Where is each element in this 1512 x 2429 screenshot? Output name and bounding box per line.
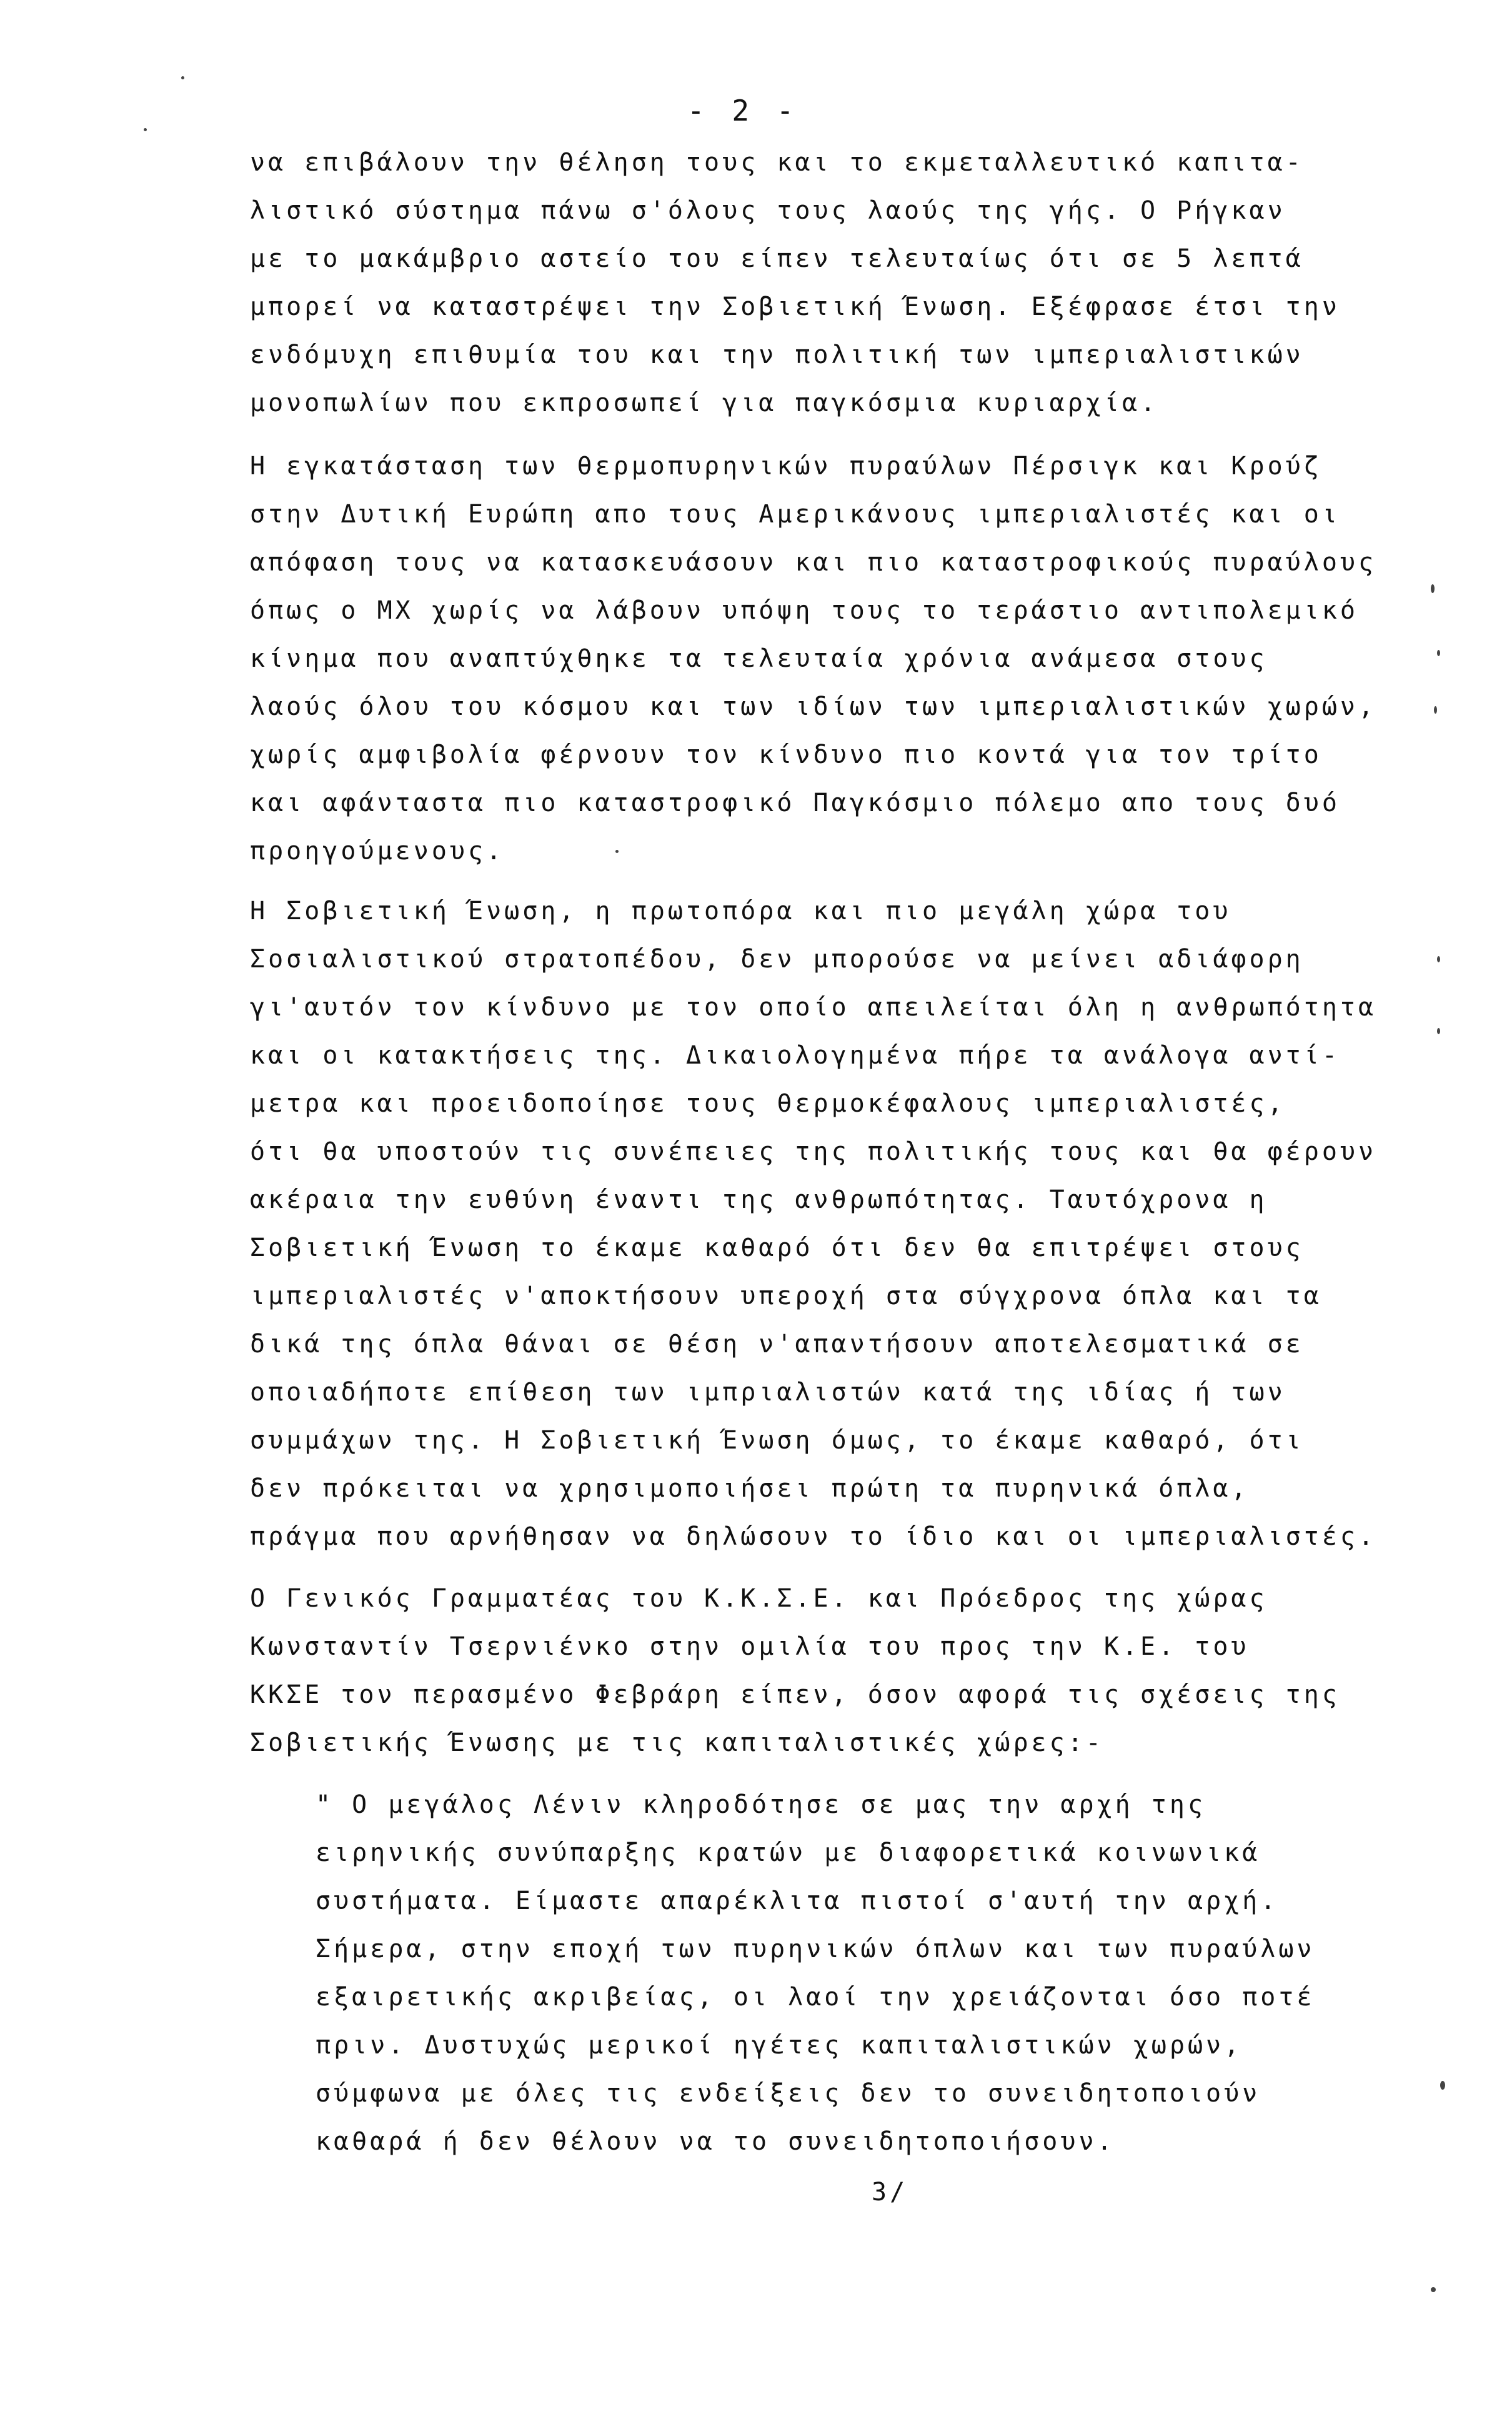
text-line: δικά της όπλα θάναι σε θέση ν'απαντήσουν αποτελεσματικά σε xyxy=(250,1330,1304,1359)
text-line: απόφαση τους να κατασκευάσουν και πιο καταστροφικούς πυραύλους xyxy=(250,548,1377,577)
text-line: λαούς όλου του κόσμου και των ιδίων των ιμπεριαλιστικών χωρών, xyxy=(250,692,1377,721)
scan-speck xyxy=(181,76,184,79)
text-line: πράγμα που αρνήθησαν να δηλώσουν το ίδιο και οι ιμπεριαλιστές. xyxy=(250,1522,1377,1551)
text-line: και οι κατακτήσεις της. Δικαιολογημένα πήρε τα ανάλογα αντί- xyxy=(250,1041,1340,1070)
paragraph-1 xyxy=(250,139,1437,427)
text-line: Σοβιετικής Ένωσης με τις καπιταλιστικές χώρες:- xyxy=(250,1728,1104,1757)
text-line: Ο Γενικός Γραμματέας του Κ.Κ.Σ.Ε. και Πρόεδρος της χώρας xyxy=(250,1584,1268,1613)
text-line: ότι θα υποστούν τις συνέπειες της πολιτικής τους και θα φέρουν xyxy=(250,1137,1377,1166)
quote-line: καθαρά ή δεν θέλουν να το συνειδητοποιήσουν. xyxy=(316,2127,1115,2156)
text-line: Η εγκατάσταση των θερμοπυρηνικών πυραύλων Πέρσιγκ και Κρούζ xyxy=(250,452,1322,481)
text-line: Σοβιετική Ένωση το έκαμε καθαρό ότι δεν θα επιτρέψει στους xyxy=(250,1234,1304,1262)
text-line: Σοσιαλιστικού στρατοπέδου, δεν μπορούσε να μείνει αδιάφορη xyxy=(250,945,1304,974)
quote-line: εξαιρετικής ακριβείας, οι λαοί την χρειάζονται όσο ποτέ xyxy=(316,1983,1315,2012)
text-line: και αφάνταστα πιο καταστροφικό Παγκόσμιο πόλεμο απο τους δυό xyxy=(250,789,1340,817)
scan-speck xyxy=(1440,2081,1445,2090)
scan-speck xyxy=(1434,706,1437,714)
text-line: μονοπωλίων που εκπροσωπεί για παγκόσμια κυριαρχία. xyxy=(250,389,1159,417)
text-line: στην Δυτική Ευρώπη απο τους Αμερικάνους ιμπεριαλιστές και οι xyxy=(250,500,1340,529)
text-line: όπως ο ΜΧ χωρίς να λάβουν υπόψη τους το τεράστιο αντιπολεμικό xyxy=(250,596,1359,625)
text-line: ακέραια την ευθύνη έναντι της ανθρωπότητας. Ταυτόχρονα η xyxy=(250,1185,1268,1214)
text-line: ενδόμυχη επιθυμία του και την πολιτική των ιμπεριαλιστικών xyxy=(250,341,1304,369)
quote-line: σύμφωνα με όλες τις ενδείξεις δεν το συνειδητοποιούν xyxy=(316,2079,1261,2108)
text-line: λιστικό σύστημα πάνω σ'όλους τους λαούς της γής. Ο Ρήγκαν xyxy=(250,196,1286,225)
page-number: - 2 - xyxy=(687,94,799,127)
quote-line: " Ο μεγάλος Λένιν κληροδότησε σε μας την αρχή της xyxy=(316,1790,1206,1819)
scan-speck xyxy=(1431,2287,1436,2292)
scan-speck xyxy=(1437,956,1440,962)
text-line: Κωνσταντίν Τσερνιένκο στην ομιλία του προς την Κ.Ε. του xyxy=(250,1632,1250,1661)
text-line: συμμάχων της. Η Σοβιετική Ένωση όμως, το έκαμε καθαρό, ότι xyxy=(250,1426,1304,1455)
text-line: γι'αυτόν τον κίνδυνο με τον οποίο απειλείται όλη η ανθρωπότητα xyxy=(250,993,1377,1022)
paragraph-4 xyxy=(250,1575,1437,1767)
paragraph-2 xyxy=(250,442,1437,875)
text-line: ΚΚΣΕ τον περασμένο Φεβράρη είπεν, όσον αφορά τις σχέσεις της xyxy=(250,1680,1340,1709)
text-line: μετρα και προειδοποίησε τους θερμοκέφαλους ιμπεριαλιστές, xyxy=(250,1089,1286,1118)
quotation xyxy=(316,1781,1440,2166)
text-line: χωρίς αμφιβολία φέρνουν τον κίνδυνο πιο κοντά για τον τρίτο xyxy=(250,741,1322,769)
paragraph-3 xyxy=(250,887,1437,1561)
text-line: να επιβάλουν την θέληση τους και το εκμεταλλευτικό καπιτα- xyxy=(250,148,1304,177)
scan-speck xyxy=(1431,584,1435,593)
quote-line: Σήμερα, στην εποχή των πυρηνικών όπλων και των πυραύλων xyxy=(316,1935,1315,1963)
quote-line: πριν. Δυστυχώς μερικοί ηγέτες καπιταλιστικών χωρών, xyxy=(316,2031,1243,2060)
text-line: κίνημα που αναπτύχθηκε τα τελευταία χρόνια ανάμεσα στους xyxy=(250,644,1268,673)
text-line: προηγούμενους. xyxy=(250,837,505,865)
quote-line: ειρηνικής συνύπαρξης κρατών με διαφορετικά κοινωνικά xyxy=(316,1838,1261,1867)
scan-speck xyxy=(1437,650,1440,656)
scan-speck xyxy=(144,128,147,131)
scan-speck xyxy=(1437,1028,1440,1034)
text-line: με το μακάμβριο αστείο του είπεν τελευταίως ότι σε 5 λεπτά xyxy=(250,244,1304,273)
quote-line: συστήματα. Είμαστε απαρέκλιτα πιστοί σ'αυτή την αρχή. xyxy=(316,1887,1279,1915)
text-line: οποιαδήποτε επίθεση των ιμπριαλιστών κατά της ιδίας ή των xyxy=(250,1378,1286,1407)
text-line: δεν πρόκειται να χρησιμοποιήσει πρώτη τα πυρηνικά όπλα, xyxy=(250,1474,1250,1503)
continuation-marker: 3/ xyxy=(872,2178,908,2207)
text-line: Η Σοβιετική Ένωση, η πρωτοπόρα και πιο μεγάλη χώρα του xyxy=(250,897,1231,925)
scan-speck xyxy=(615,850,619,853)
text-line: μπορεί να καταστρέψει την Σοβιετική Ένωση. Εξέφρασε έτσι την xyxy=(250,292,1340,321)
text-line: ιμπεριαλιστές ν'αποκτήσουν υπεροχή στα σύγχρονα όπλα και τα xyxy=(250,1282,1322,1310)
